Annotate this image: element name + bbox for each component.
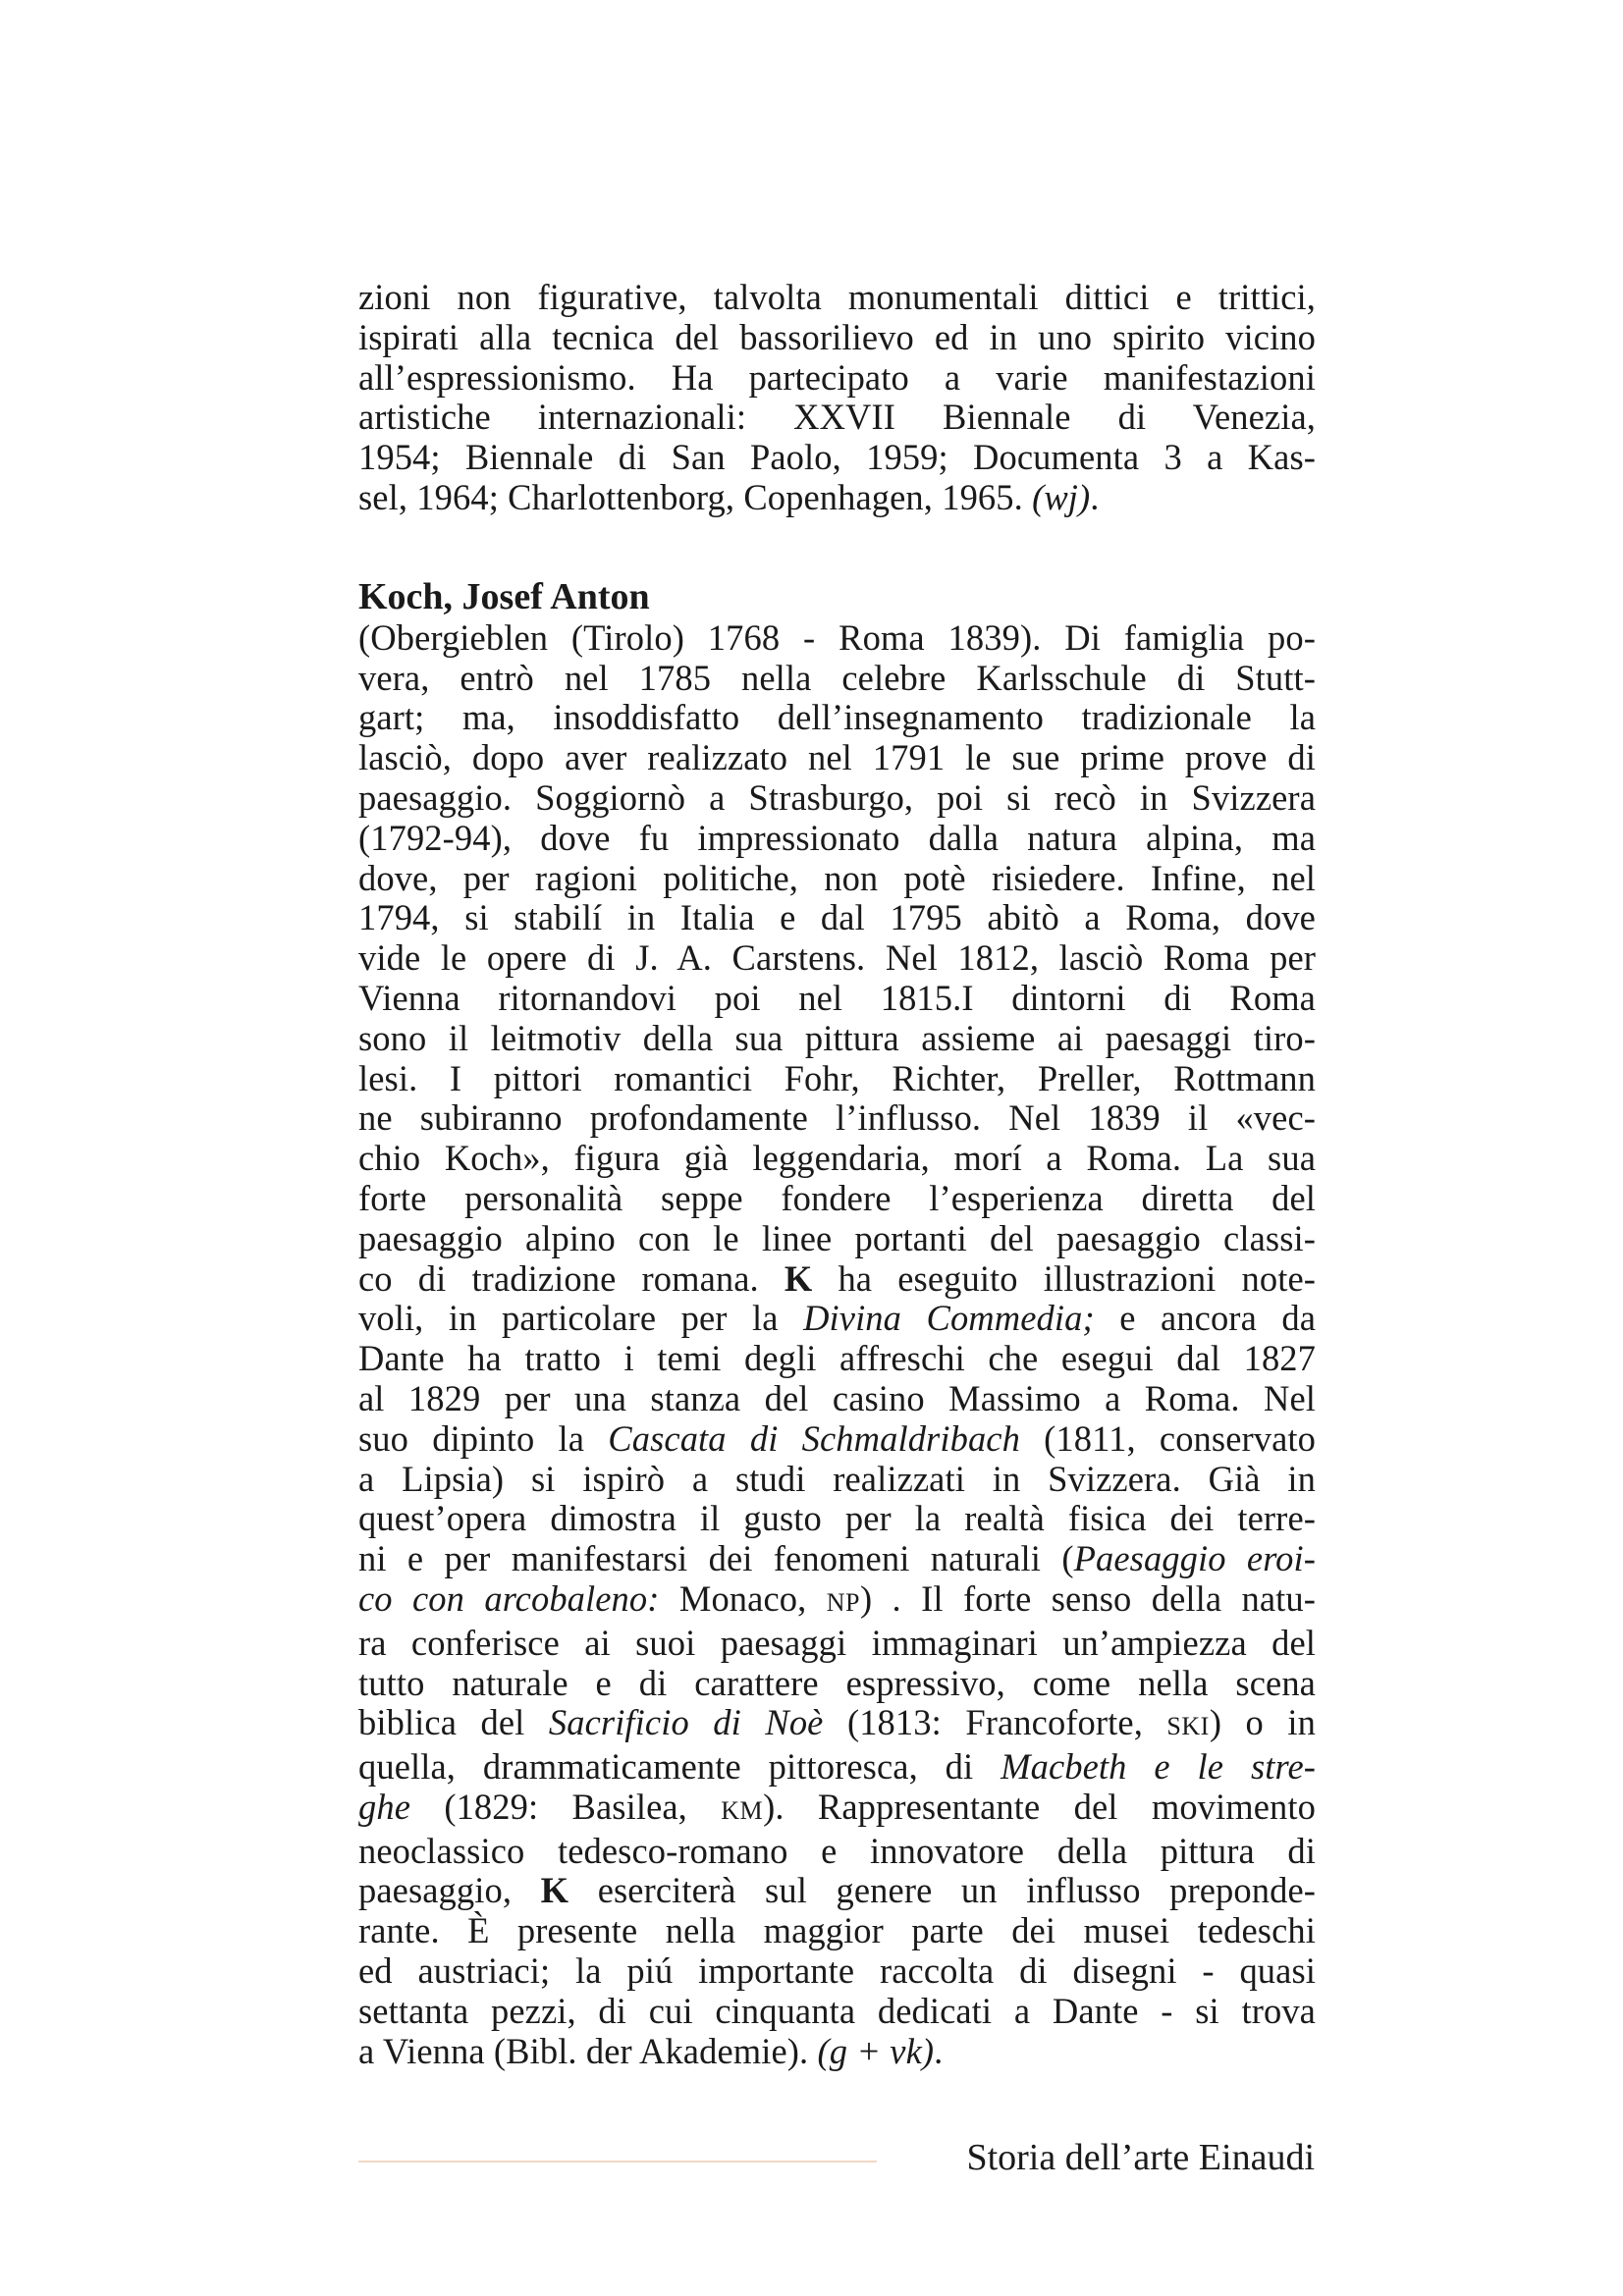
work-title: ghe: [358, 1786, 411, 1827]
text-column: [358, 278, 1316, 2071]
text-line: [358, 1871, 1316, 1911]
text-run: paesaggio,: [358, 1870, 541, 1911]
work-title: co con arcobaleno:: [358, 1577, 660, 1619]
text-line: Dante ha tratto i temi degli affreschi che esegui dal 1827: [358, 1338, 1316, 1379]
text-line: Vienna ritornandovi poi nel 1815.I dintorni di Roma: [358, 977, 1316, 1018]
text-line: vera, entrò nel 1785 nella celebre Karlsschule di Stutt-: [358, 657, 1316, 698]
text-line: [358, 1259, 1316, 1300]
subject-abbrev: K: [540, 1870, 569, 1911]
work-title: Cascata di Schmaldribach: [608, 1417, 1020, 1459]
text-run: ) . Il forte senso della natu-: [859, 1577, 1317, 1619]
entry-paragraph: [358, 618, 1316, 2072]
text-line: tutto naturale e di carattere espressivo, come nella scena: [358, 1662, 1316, 1703]
text-line: [358, 1299, 1316, 1339]
text-run: (1813: Francoforte,: [823, 1702, 1167, 1743]
text-run: Monaco,: [659, 1577, 827, 1619]
text-line: 1954; Biennale di San Paolo, 1959; Documenta 3 a Kas-: [358, 437, 1316, 478]
text-line: artistiche internazionali: XXVII Biennale di Venezia,: [358, 397, 1316, 438]
text-line: all’espressionismo. Ha partecipato a varie manifestazioni: [358, 356, 1316, 398]
text-run: (1829: Basilea,: [410, 1786, 722, 1827]
text-run: ni e per manifestarsi dei fenomeni naturali (: [358, 1538, 1074, 1579]
text-line: dove, per ragioni politiche, non potè risiedere. Infine, nel: [358, 857, 1316, 898]
text-line: [358, 478, 1316, 518]
text-line: sono il leitmotiv della sua pittura assieme ai paesaggi tiro-: [358, 1017, 1316, 1058]
text-run: co di tradizione romana.: [358, 1257, 784, 1299]
text-line: [358, 1788, 1316, 1832]
text-line: ispirati alla tecnica del bassorilievo ed in uno spirito vicino: [358, 316, 1316, 357]
text-line: ra conferisce ai suoi paesaggi immaginari un’ampiezza del: [358, 1622, 1316, 1663]
text-line: paesaggio alpino con le linee portanti del paesaggio classi-: [358, 1217, 1316, 1258]
entry-title: Koch, Josef Anton: [358, 575, 650, 617]
text-line: vide le opere di J. A. Carstens. Nel 1812, lasciò Roma per: [358, 937, 1316, 979]
text-run: .: [1090, 476, 1100, 517]
work-title: Paesaggio eroi-: [1073, 1538, 1316, 1579]
text-run: quella, drammaticamente pittoresca, di: [358, 1746, 1001, 1788]
text-run: a Vienna (Bibl. der Akademie).: [358, 2030, 818, 2071]
museum-abbrev: SKI: [1166, 1712, 1210, 1741]
text-line: neoclassico tedesco-romano e innovatore della pittura di: [358, 1830, 1316, 1871]
text-line: chio Koch», figura già leggendaria, morí a Roma. La sua: [358, 1138, 1316, 1179]
text-run: ha eseguito illustrazioni note-: [812, 1257, 1317, 1299]
text-line: [358, 1579, 1316, 1624]
text-line: [358, 2032, 1316, 2072]
text-line: [358, 1747, 1316, 1788]
text-run: e ancora da: [1094, 1298, 1317, 1339]
text-run: biblica del: [358, 1702, 549, 1743]
subject-abbrev: K: [784, 1257, 813, 1299]
footer-title: Storia dell’arte Einaudi: [966, 2137, 1315, 2178]
museum-abbrev: KM: [721, 1795, 764, 1825]
text-line: lesi. I pittori romantici Fohr, Richter, Preller, Rottmann: [358, 1057, 1316, 1098]
museum-abbrev: NP: [826, 1587, 860, 1617]
work-title: Sacrificio di Noè: [548, 1702, 824, 1743]
text-line: ne subiranno profondamente l’influsso. Nel 1839 il «vec-: [358, 1097, 1316, 1139]
author-tag: (g + vk): [817, 2030, 935, 2071]
text-line: (1792-94), dove fu impressionato dalla natura alpina, ma: [358, 817, 1316, 858]
text-run: ) o in: [1209, 1702, 1316, 1743]
text-line: 1794, si stabilí in Italia e dal 1795 abitò a Roma, dove: [358, 897, 1316, 938]
previous-entry-paragraph: [358, 278, 1316, 518]
work-title: Macbeth e le stre-: [1001, 1746, 1317, 1788]
text-run: (1811, conservato: [1019, 1417, 1316, 1459]
text-run: eserciterà sul genere un influsso preponde-: [568, 1870, 1317, 1911]
text-run: suo dipinto la: [358, 1417, 609, 1459]
text-run: .: [934, 2030, 944, 2071]
text-line: [358, 1419, 1316, 1460]
text-line: lasciò, dopo aver realizzato nel 1791 le sue prime prove di: [358, 737, 1316, 778]
text-line: quest’opera dimostra il gusto per la realtà fisica dei terre-: [358, 1498, 1316, 1539]
text-line: settanta pezzi, di cui cinquanta dedicati a Dante - si trova: [358, 1990, 1316, 2031]
text-line: forte personalità seppe fondere l’esperienza diretta del: [358, 1177, 1316, 1218]
author-tag: (wj): [1032, 476, 1091, 517]
text-run: sel, 1964; Charlottenborg, Copenhagen, 1965.: [358, 476, 1033, 517]
text-line: [358, 1539, 1316, 1579]
text-line: a Lipsia) si ispirò a studi realizzati in Svizzera. Già in: [358, 1458, 1316, 1499]
text-line: rante. È presente nella maggior parte dei musei tedeschi: [358, 1910, 1316, 1951]
text-line: zioni non figurative, talvolta monumentali dittici e trittici,: [358, 277, 1316, 317]
text-line: [358, 1703, 1316, 1747]
text-line: paesaggio. Soggiornò a Strasburgo, poi si recò in Svizzera: [358, 776, 1316, 818]
footer-rule: [358, 2161, 877, 2163]
entry-gap: [358, 518, 1316, 575]
text-run: voli, in particolare per la: [358, 1298, 804, 1339]
text-line: al 1829 per una stanza del casino Massimo a Roma. Nel: [358, 1377, 1316, 1418]
work-title: Divina Commedia;: [803, 1298, 1095, 1339]
text-line: ed austriaci; la piú importante raccolta di disegni - quasi: [358, 1950, 1316, 1992]
text-line: (Obergieblen (Tirolo) 1768 - Roma 1839). Di famiglia po-: [358, 616, 1316, 658]
text-run: ). Rappresentante del movimento: [763, 1786, 1316, 1827]
text-line: gart; ma, insoddisfatto dell’insegnamento tradizionale la: [358, 697, 1316, 738]
